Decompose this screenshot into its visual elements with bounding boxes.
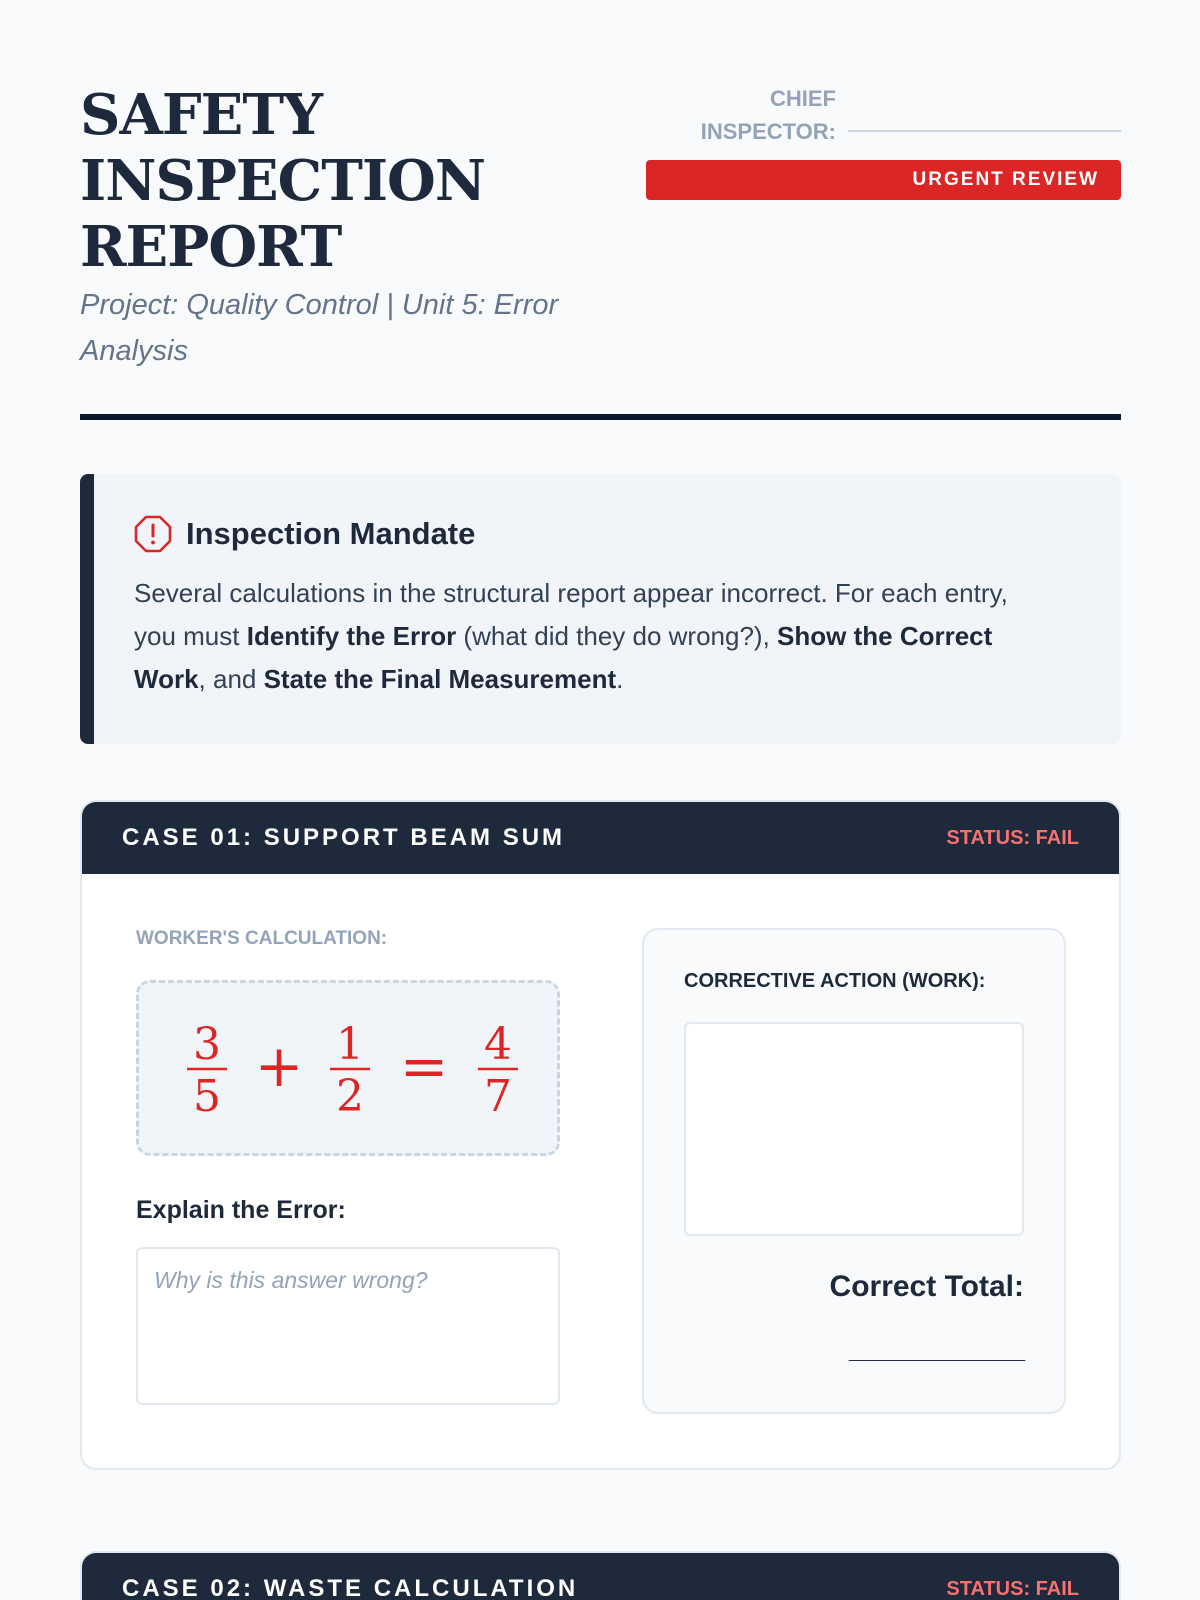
fraction-b-numerator: 1 (336, 1019, 364, 1070)
report-header (80, 82, 1121, 422)
mandate-text (134, 572, 1054, 701)
urgent-review-badge: URGENT REVIEW (646, 160, 1121, 200)
worker-calculation-label: WORKER'S CALCULATION: (136, 928, 388, 949)
equals-operator: = (399, 1032, 449, 1100)
inspector-label: CHIEF INSPECTOR: (700, 86, 836, 144)
case-body (82, 874, 1119, 1470)
mandate-text-part: Several calculations in the structural report appear incorrect. For each entry, you must (134, 578, 1008, 651)
inspector-signature-line[interactable] (848, 130, 1121, 132)
corrective-work-input[interactable] (684, 1022, 1024, 1236)
plus-operator: + (254, 1032, 304, 1100)
report-subtitle: Project: Quality Control | Unit 5: Error Analysis (80, 289, 559, 367)
alert-octagon-icon (134, 515, 172, 553)
fraction-c-numerator: 4 (484, 1019, 512, 1070)
correct-total-label: Correct Total: (829, 1270, 1024, 1303)
mandate-title: Inspection Mandate (186, 516, 476, 551)
mandate-text-part: , and (198, 664, 264, 694)
case-card-02 (80, 1551, 1121, 1600)
report-title: SAFETY INSPECTION REPORT (80, 82, 486, 280)
mandate-step-show-work: Show the Correct Work (134, 621, 993, 694)
mandate-text-part: (what did they do wrong?), (456, 621, 778, 651)
fraction-c-denominator: 7 (484, 1071, 512, 1122)
case-title: CASE 02: WASTE CALCULATION (122, 1575, 579, 1600)
case-card-01 (80, 800, 1121, 1470)
fraction-a-numerator: 3 (193, 1019, 221, 1070)
mandate-header (134, 514, 1081, 554)
case-title: CASE 01: SUPPORT BEAM SUM (122, 824, 566, 851)
mandate-step-final-measurement: State the Final Measurement (263, 664, 617, 694)
inspector-signature (646, 82, 1121, 144)
explain-error-label: Explain the Error: (136, 1196, 346, 1224)
header-divider (80, 414, 1121, 420)
mandate-text-part: . (616, 664, 624, 694)
inspection-mandate-callout (80, 474, 1121, 744)
fraction-b-denominator: 2 (336, 1071, 364, 1122)
corrective-action-label: CORRECTIVE ACTION (WORK): (684, 970, 986, 992)
case-status-badge: STATUS: FAIL (946, 1577, 1079, 1600)
worker-calculation-box (136, 980, 560, 1156)
mandate-step-identify: Identify the Error (246, 621, 457, 651)
corrective-action-panel (642, 928, 1066, 1414)
case-status-badge: STATUS: FAIL (946, 826, 1079, 849)
case-header (82, 802, 1119, 874)
case-header (82, 1553, 1119, 1600)
explain-error-input[interactable] (136, 1247, 560, 1405)
fraction-a-denominator: 5 (193, 1071, 221, 1122)
worker-equation (139, 983, 557, 1153)
correct-total-blank[interactable]: _____________ (849, 1334, 1024, 1364)
